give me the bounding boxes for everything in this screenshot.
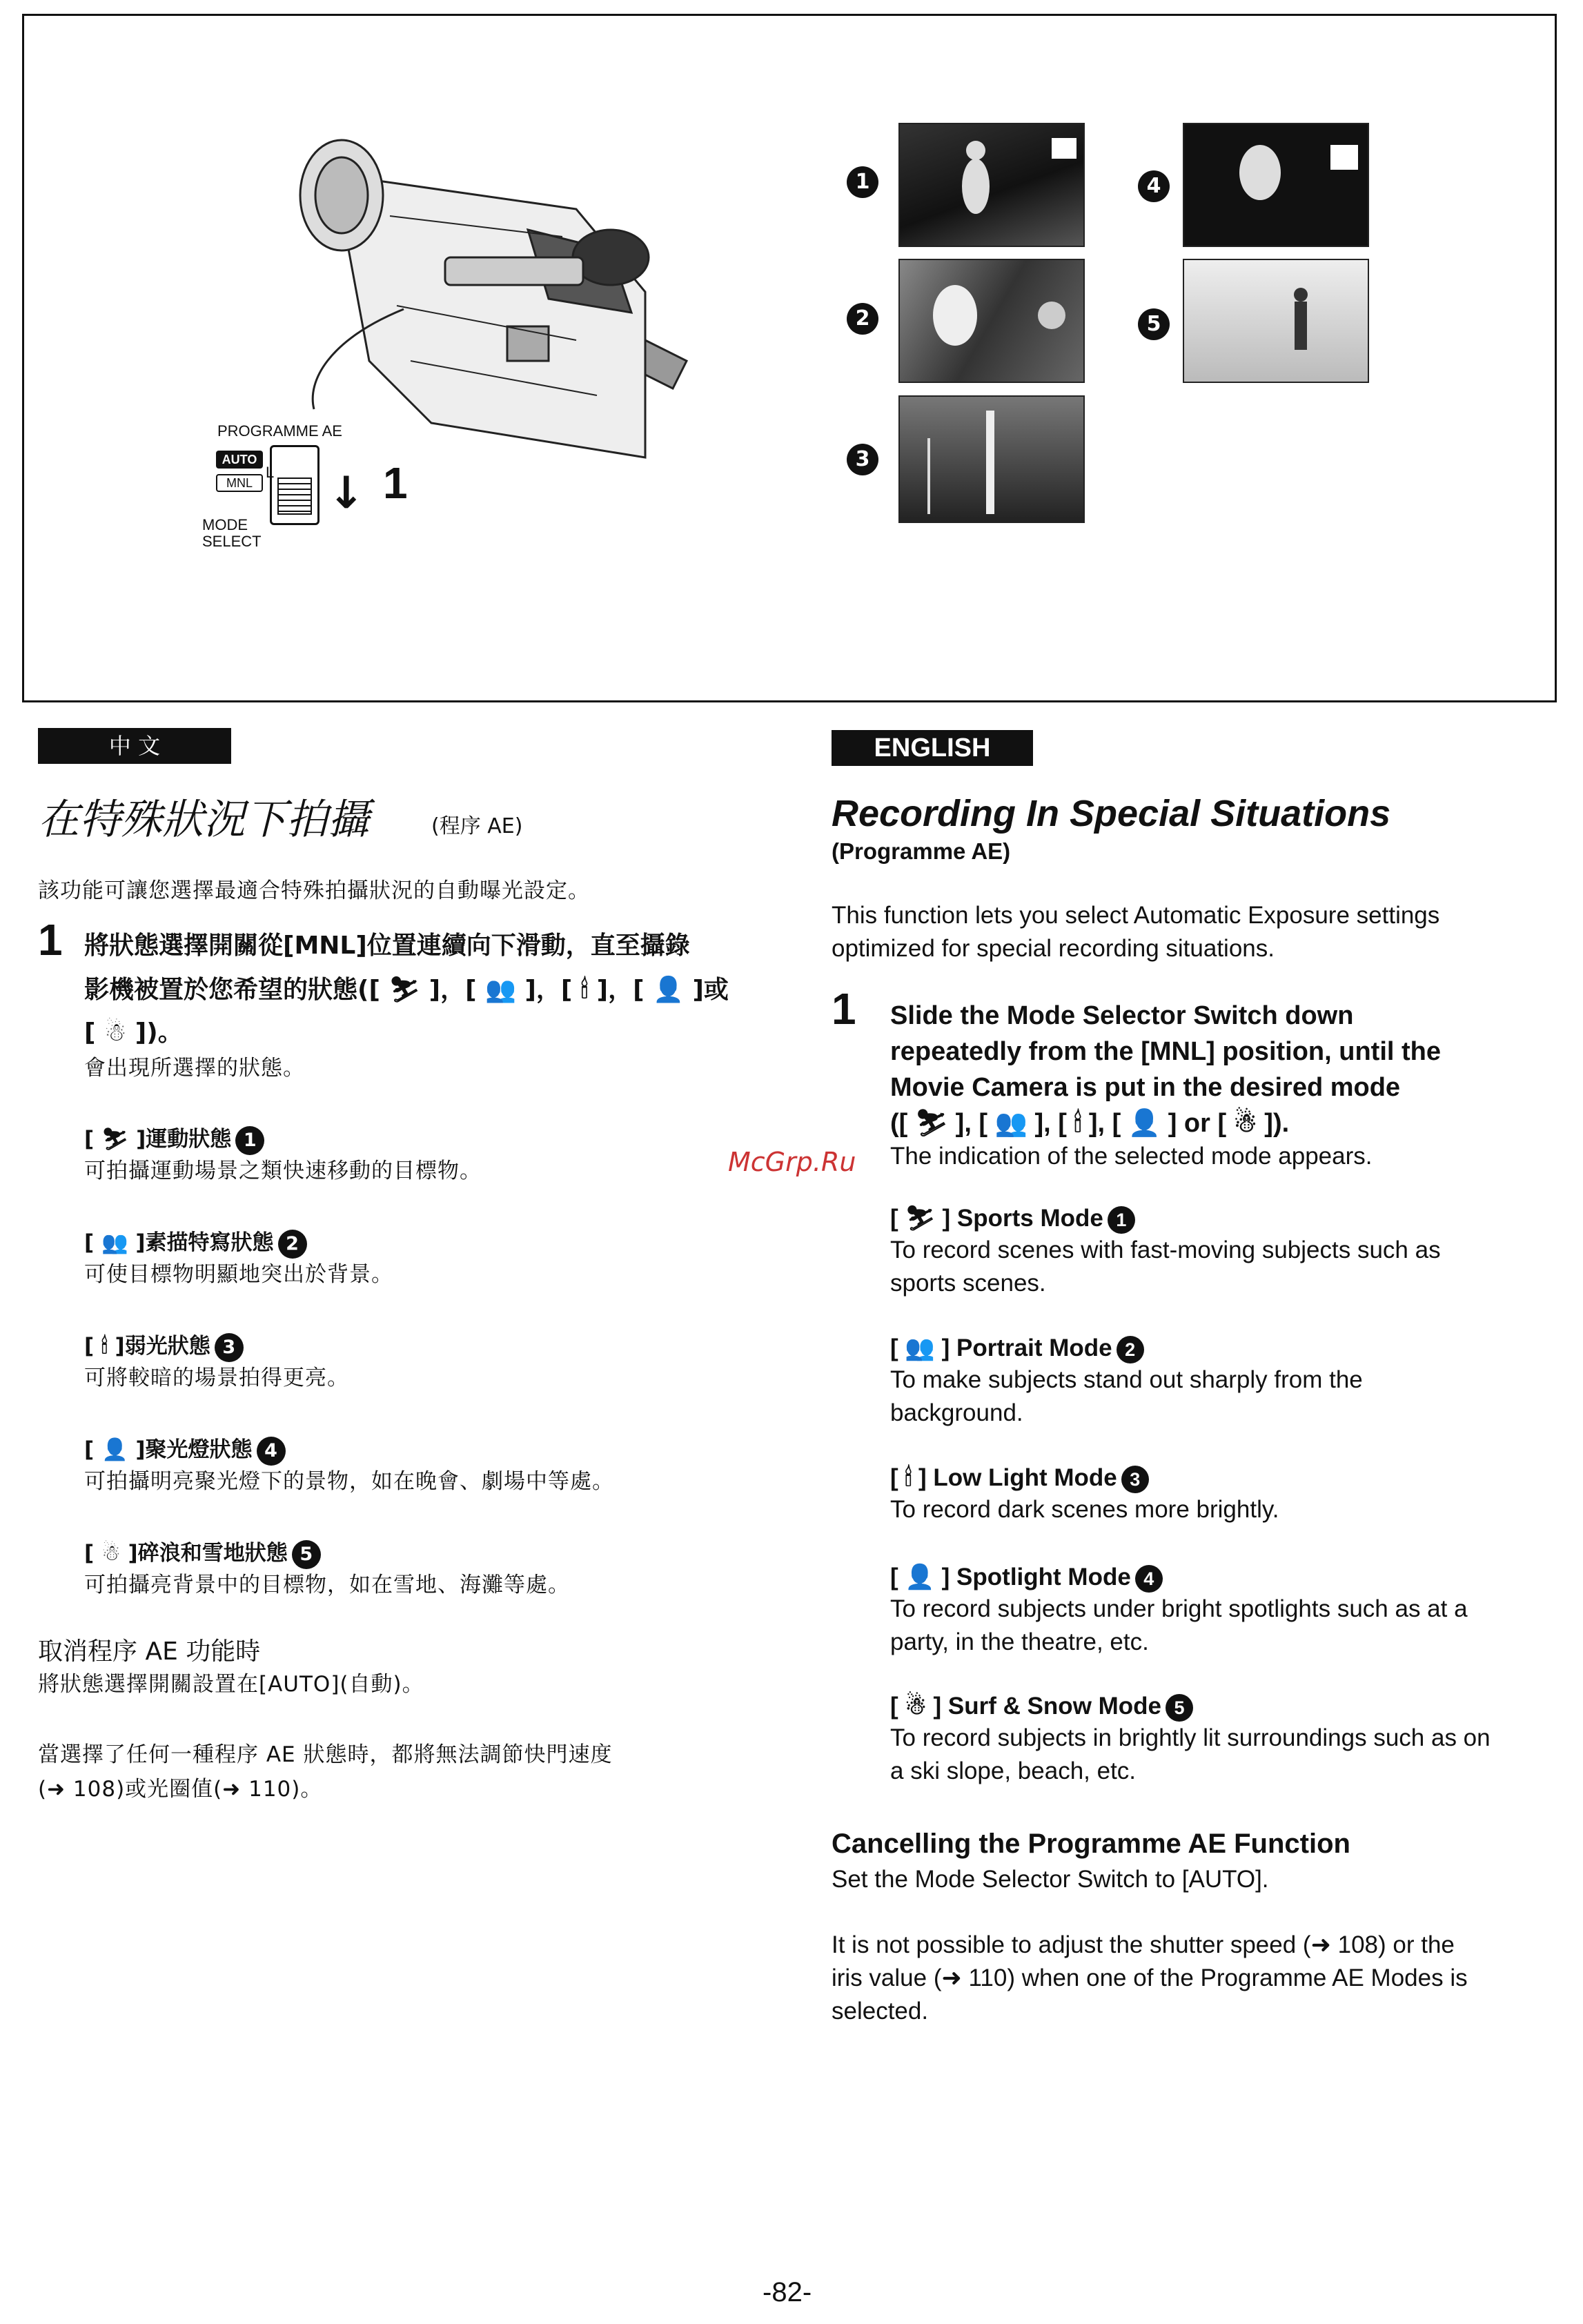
chinese-cancel-body: 將狀態選擇開關設置在[AUTO](自動)。	[38, 1672, 424, 1697]
thumb-number-3: 3	[847, 444, 878, 475]
thumb-number-5: 5	[1138, 308, 1170, 340]
chinese-mode-head: [ ☃ ]碎浪和雪地狀態	[84, 1541, 288, 1566]
arrow-down-icon: ↓	[328, 468, 365, 519]
camcorder-illustration	[286, 133, 742, 520]
mode-select-label-2: SELECT	[202, 533, 262, 550]
programme-ae-label: PROGRAMME AE	[217, 422, 342, 440]
chinese-mode-portrait	[84, 1225, 393, 1290]
thumb-number-4: 4	[1138, 170, 1170, 202]
chinese-step-line-3: [ ☃ ])。	[84, 1018, 183, 1047]
english-mode-surf-snow	[890, 1693, 1491, 1788]
english-subtitle: (Programme AE)	[832, 838, 1011, 864]
english-mode-desc-1: To record subjects in brightly lit surroundings such as on	[890, 1724, 1491, 1751]
mode-number: 2	[1117, 1336, 1144, 1363]
mode-number: 4	[257, 1437, 286, 1466]
chinese-mode-desc: 可拍攝亮背景中的目標物，如在雪地、海灘等處。	[84, 1572, 570, 1597]
mode-number: 1	[235, 1126, 264, 1155]
thumb-number-1: 1	[847, 166, 878, 198]
page-number: -82-	[763, 2277, 812, 2307]
chinese-mode-head: [ ⛷ ]運動狀態	[84, 1127, 232, 1152]
english-mode-desc-1: To record dark scenes more brightly.	[890, 1495, 1279, 1523]
surf-snow-mode-photo	[1183, 259, 1369, 383]
english-step-line-4: ([ ⛷ ], [ 👥 ], [ 🕯 ], [ 👤 ] or [ ☃ ]).	[890, 1109, 1290, 1138]
chinese-section-label: 中 文	[38, 728, 231, 764]
english-mode-head: [ ⛷ ] Sports Mode	[890, 1205, 1103, 1232]
chinese-note-line-2: (➜ 108)或光圈值(➜ 110)。	[38, 1777, 323, 1802]
figure-step-number: 1	[383, 458, 408, 508]
english-note-line-1: It is not possible to adjust the shutter speed (➜ 108) or the	[832, 1931, 1455, 1958]
chinese-mode-head: [ 🕯 ]弱光狀態	[84, 1334, 210, 1359]
english-mode-desc-2: background.	[890, 1399, 1023, 1426]
watermark: McGrp.Ru	[728, 1147, 856, 1177]
english-step-note: The indication of the selected mode appears.	[890, 1143, 1373, 1170]
surf-snow-figure	[1184, 260, 1368, 382]
english-step-line-3: Movie Camera is put in the desired mode	[890, 1073, 1401, 1102]
chinese-mode-spotlight	[84, 1432, 614, 1497]
mnl-switch-label: MNL	[216, 474, 263, 492]
mode-selector-switch	[270, 445, 319, 525]
english-mode-head: [ ☃ ] Surf & Snow Mode	[890, 1693, 1162, 1720]
chinese-mode-surf-snow	[84, 1535, 570, 1601]
portrait-mode-photo	[898, 259, 1085, 383]
chinese-title: 在特殊狀況下拍攝	[38, 796, 369, 844]
english-section-label: ENGLISH	[832, 730, 1033, 766]
illustration-frame	[22, 14, 1557, 702]
english-note-line-3: selected.	[832, 1998, 929, 2025]
chinese-mode-low-light	[84, 1328, 349, 1394]
chinese-mode-desc: 可拍攝明亮聚光燈下的景物，如在晚會、劇場中等處。	[84, 1468, 614, 1494]
chinese-note-line-1: 當選擇了任何一種程序 AE 狀態時，都將無法調節快門速度	[38, 1742, 613, 1767]
english-mode-head: [ 👥 ] Portrait Mode	[890, 1335, 1112, 1361]
switch-l-label: L	[266, 464, 275, 481]
english-mode-sports	[890, 1204, 1441, 1300]
mode-number: 3	[1121, 1466, 1149, 1493]
english-step-line-1: Slide the Mode Selector Switch down	[890, 1001, 1354, 1030]
low-light-tower-figure	[900, 397, 1083, 522]
chinese-step-note: 會出現所選擇的狀態。	[84, 1056, 305, 1081]
mode-number: 4	[1135, 1565, 1163, 1593]
chinese-step-line-1: 將狀態選擇開關從[MNL]位置連續向下滑動，直至攝錄	[84, 932, 690, 960]
english-note-line-2: iris value (➜ 110) when one of the Programme AE Modes is	[832, 1964, 1468, 1991]
chinese-cancel-heading: 取消程序 AE 功能時	[38, 1637, 261, 1666]
mode-number: 1	[1108, 1206, 1135, 1234]
chinese-title-suffix: (程序 AE)	[431, 814, 523, 838]
english-mode-spotlight	[890, 1563, 1468, 1659]
english-intro-line-2: optimized for special recording situations.	[832, 935, 1275, 962]
sports-player-figure	[900, 124, 1083, 246]
english-intro-line-1: This function lets you select Automatic Exposure settings	[832, 902, 1440, 929]
chinese-step-line-2: 影機被置於您希望的狀態([ ⛷ ]，[ 👥 ]，[ 🕯 ]，[ 👤 ]或	[84, 976, 729, 1004]
english-mode-desc-2: sports scenes.	[890, 1269, 1046, 1297]
portrait-figure	[900, 260, 1083, 382]
english-cancel-body: Set the Mode Selector Switch to [AUTO].	[832, 1866, 1269, 1893]
english-mode-desc-1: To record scenes with fast-moving subjects such as	[890, 1236, 1441, 1263]
english-step-number: 1	[832, 984, 856, 1034]
english-mode-desc-1: To make subjects stand out sharply from the	[890, 1366, 1363, 1393]
mode-number: 3	[215, 1333, 244, 1362]
english-title: Recording In Special Situations	[832, 793, 1391, 834]
mode-select-label-1: MODE	[202, 516, 248, 533]
chinese-mode-desc: 可將較暗的場景拍得更亮。	[84, 1365, 349, 1390]
spotlight-mode-photo	[1183, 123, 1369, 247]
chinese-mode-desc: 可使目標物明顯地突出於背景。	[84, 1261, 393, 1287]
english-mode-desc-2: a ski slope, beach, etc.	[890, 1757, 1137, 1784]
auto-switch-label: AUTO	[216, 451, 263, 469]
sports-mode-photo	[898, 123, 1085, 247]
chinese-mode-desc: 可拍攝運動場景之類快速移動的目標物。	[84, 1158, 482, 1183]
english-mode-low-light	[890, 1464, 1279, 1526]
low-light-mode-photo	[898, 395, 1085, 523]
chinese-step-number: 1	[38, 915, 63, 965]
mode-number: 2	[278, 1230, 307, 1259]
chinese-mode-sports	[84, 1121, 482, 1187]
spotlight-figure	[1184, 124, 1368, 246]
english-step-line-2: repeatedly from the [MNL] position, until the	[890, 1037, 1441, 1066]
english-mode-portrait	[890, 1334, 1363, 1430]
chinese-mode-head: [ 👤 ]聚光燈狀態	[84, 1437, 253, 1462]
chinese-mode-head: [ 👥 ]素描特寫狀態	[84, 1230, 274, 1255]
english-mode-desc-2: party, in the theatre, etc.	[890, 1628, 1149, 1655]
english-mode-head: [ 🕯 ] Low Light Mode	[890, 1464, 1117, 1491]
chinese-intro: 該功能可讓您選擇最適合特殊拍攝狀況的自動曝光設定。	[38, 878, 590, 903]
thumb-number-2: 2	[847, 303, 878, 335]
mode-number: 5	[292, 1540, 321, 1569]
english-cancel-heading: Cancelling the Programme AE Function	[832, 1829, 1350, 1859]
english-mode-head: [ 👤 ] Spotlight Mode	[890, 1564, 1131, 1591]
mode-number: 5	[1166, 1694, 1193, 1722]
english-mode-desc-1: To record subjects under bright spotlights such as at a	[890, 1595, 1468, 1622]
